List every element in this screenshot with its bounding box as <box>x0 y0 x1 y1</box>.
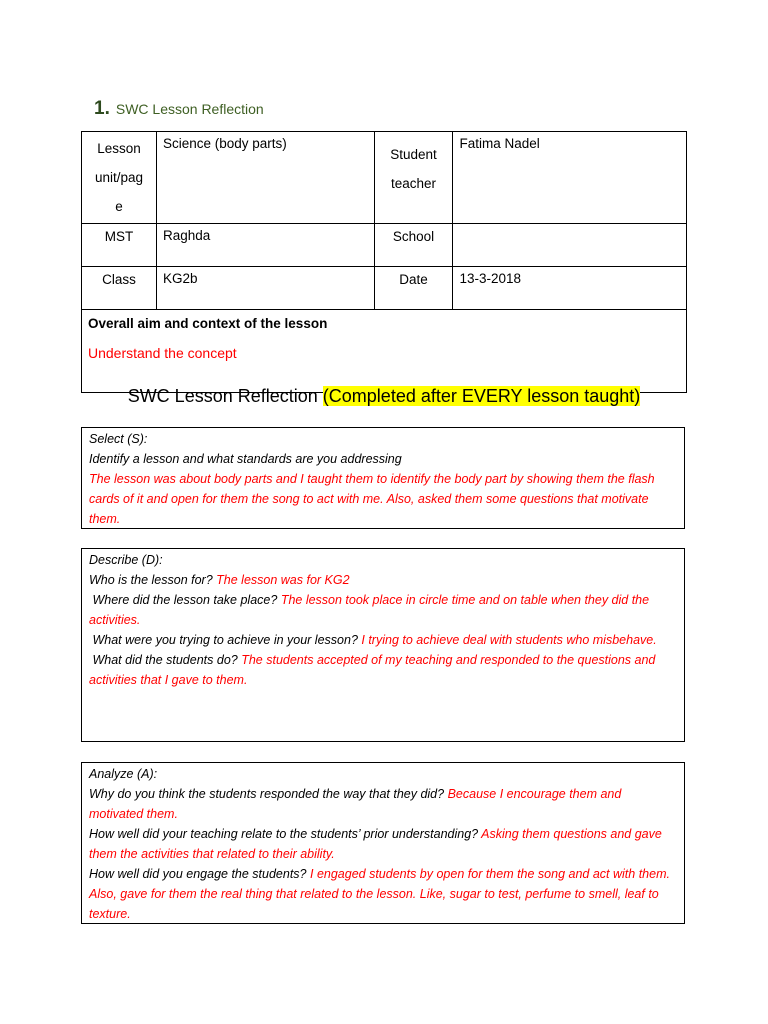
student-teacher-label-cell <box>374 132 453 224</box>
analyze-question-2: How well did your teaching relate to the students’ prior understanding? <box>89 827 479 841</box>
describe-item-3 <box>89 630 677 650</box>
analyze-item-1 <box>89 784 677 824</box>
describe-box <box>81 548 685 742</box>
reflection-heading-main: SWC Lesson Reflection <box>127 386 318 406</box>
school-label: School <box>374 224 453 267</box>
analyze-title: Analyze (A): <box>89 767 158 781</box>
describe-answer-3: I trying to achieve deal with students who misbehave. <box>361 633 657 647</box>
describe-title: Describe (D): <box>89 553 163 567</box>
analyze-answer-3: I engaged students by open for them the song and act with them. Also, gave for them the real thing that related to the lesson. Like, sugar to test, perfume to smell, leaf to texture. <box>89 867 670 921</box>
date-value: 13-3-2018 <box>453 267 687 310</box>
student-teacher-label-line1: Student <box>390 147 437 162</box>
reflection-heading-highlight: (Completed after EVERY lesson taught) <box>322 386 641 406</box>
lesson-unit-label-line2: unit/pag <box>94 170 143 185</box>
mst-label: MST <box>82 224 157 267</box>
aim-value: Understand the concept <box>88 345 237 361</box>
describe-answer-2: The lesson took place in circle time and on table when they did the activities. <box>89 593 650 627</box>
describe-answer-4: The students accepted of my teaching and responded to the questions and activities that I gave to them. <box>89 653 656 687</box>
select-prompt: Identify a lesson and what standards are you addressing <box>89 452 402 466</box>
mst-value: Raghda <box>156 224 374 267</box>
section-heading <box>94 98 264 120</box>
section-title: SWC Lesson Reflection <box>115 101 264 117</box>
select-answer: The lesson was about body parts and I taught them to identify the body part by showing them the flash cards of it and open for them the song to act with me. Also, asked them some questions that motivate them. <box>89 472 655 526</box>
describe-question-1: Who is the lesson for? <box>89 573 213 587</box>
describe-item-4 <box>89 650 677 690</box>
analyze-box <box>81 762 685 924</box>
section-number: 1. <box>94 98 110 119</box>
describe-question-4: What did the students do? <box>92 653 238 667</box>
lesson-unit-label-line3: e <box>115 199 123 214</box>
class-label: Class <box>82 267 157 310</box>
analyze-answer-2: Asking them questions and gave them the activities that related to their ability. <box>89 827 662 861</box>
analyze-question-3: How well did you engage the students? <box>89 867 307 881</box>
date-label: Date <box>374 267 453 310</box>
analyze-question-1: Why do you think the students responded the way that they did? <box>89 787 445 801</box>
analyze-item-2 <box>89 824 677 864</box>
school-value <box>453 224 687 267</box>
aim-cell <box>82 310 687 393</box>
lesson-unit-label-line1: Lesson <box>97 141 141 156</box>
describe-item-1 <box>89 570 677 590</box>
aim-label: Overall aim and context of the lesson <box>88 316 328 331</box>
analyze-answer-1: Because I encourage them and motivated them. <box>89 787 622 821</box>
select-title: Select (S): <box>89 432 148 446</box>
class-value: KG2b <box>156 267 374 310</box>
lesson-info-table <box>81 131 687 393</box>
describe-question-3: What were you trying to achieve in your lesson? <box>92 633 358 647</box>
lesson-unit-label-cell <box>82 132 157 224</box>
describe-item-2 <box>89 590 677 630</box>
describe-answer-1: The lesson was for KG2 <box>216 573 350 587</box>
select-box <box>81 427 685 529</box>
describe-question-2: Where did the lesson take place? <box>92 593 278 607</box>
reflection-heading <box>0 386 768 407</box>
lesson-unit-value: Science (body parts) <box>156 132 374 224</box>
student-teacher-value: Fatima Nadel <box>453 132 687 224</box>
analyze-item-3 <box>89 864 677 924</box>
student-teacher-label-line2: teacher <box>390 176 436 191</box>
